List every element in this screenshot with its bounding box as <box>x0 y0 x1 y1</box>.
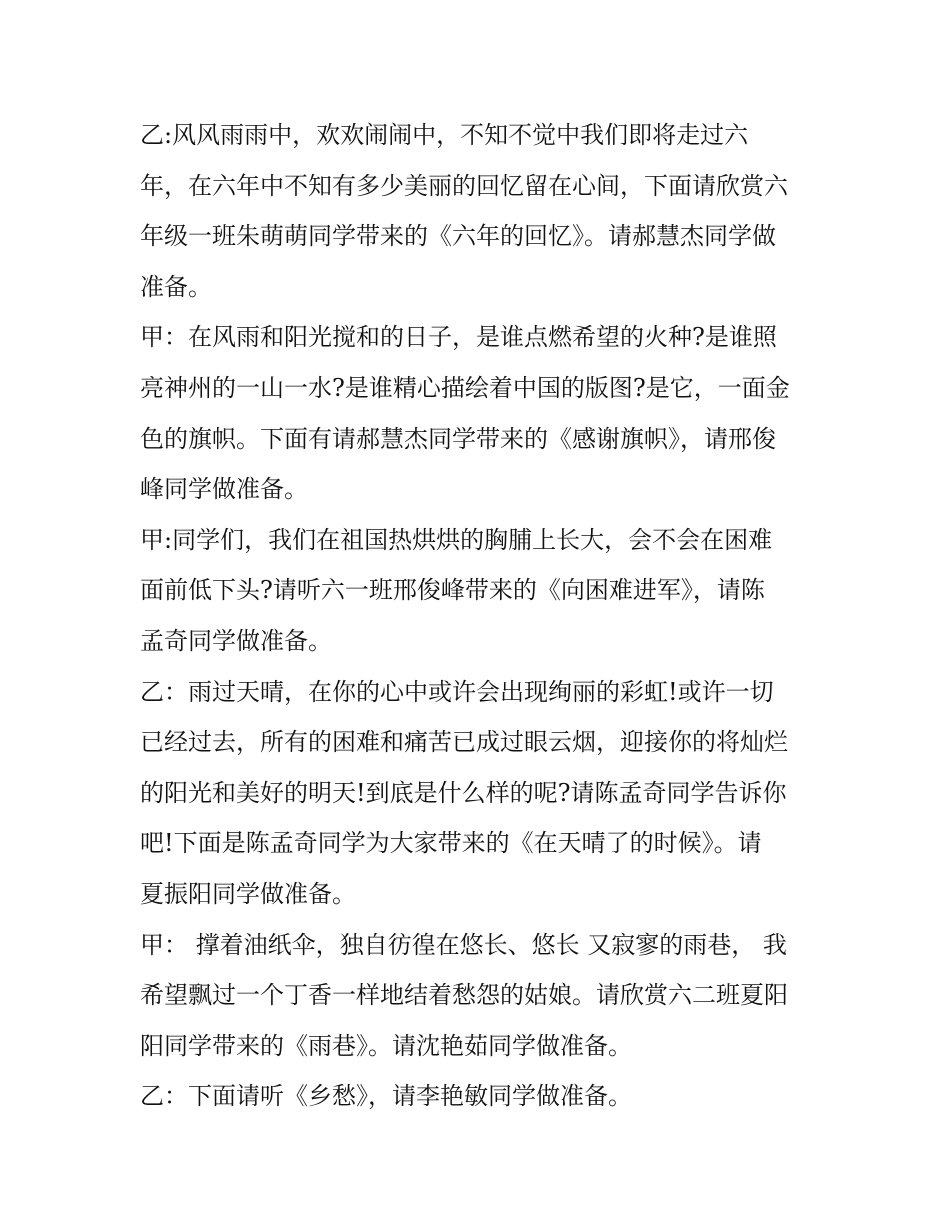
text-line: 年，在六年中不知有多少美丽的回忆留在心间，下面请欣赏六 <box>140 171 788 200</box>
text-line: 乙:风风雨雨中，欢欢闹闹中，不知不觉中我们即将走过六 <box>140 121 749 149</box>
text-line: 甲：在风雨和阳光搅和的日子，是谁点燃希望的火种?是谁照 <box>140 323 777 352</box>
text-line: 亮神州的一山一水?是谁精心描绘着中国的版图?是它，一面金 <box>140 373 790 402</box>
text-line: 希望飘过一个丁香一样地结着愁怨的姑娘。请欣赏六二班夏阳 <box>140 981 788 1010</box>
text-line: 色的旗帜。下面有请郝慧杰同学带来的《感谢旗帜》，请邢俊 <box>140 424 776 453</box>
text-line: 吧!下面是陈孟奇同学为大家带来的《在天晴了的时候》。请 <box>140 829 762 858</box>
text-line: 准备。 <box>140 272 212 301</box>
document-body <box>140 110 820 1122</box>
text-line: 乙：下面请听《乡愁》，请李艳敏同学做准备。 <box>140 1082 632 1111</box>
text-line: 已经过去，所有的困难和痛苦已成过眼云烟，迎接你的将灿烂 <box>140 728 788 757</box>
text-line: 的阳光和美好的明天!到底是什么样的呢?请陈孟奇同学告诉你 <box>140 778 787 807</box>
text-line: 夏振阳同学做准备。 <box>140 879 356 908</box>
text-line: 孟奇同学做准备。 <box>140 626 332 655</box>
text-line: 甲： 撑着油纸伞，独自彷徨在悠长、悠长 又寂寥的雨巷， 我 <box>140 930 787 959</box>
text-line: 年级一班朱萌萌同学带来的《六年的回忆》。请郝慧杰同学做 <box>140 222 776 251</box>
text-line: 峰同学做准备。 <box>140 475 308 504</box>
text-line: 面前低下头?请听六一班邢俊峰带来的《向困难进军》，请陈 <box>140 576 765 605</box>
text-line: 甲:同学们，我们在祖国热烘烘的胸脯上长大，会不会在困难 <box>140 525 773 554</box>
text-line: 乙：雨过天晴，在你的心中或许会出现绚丽的彩虹!或许一切 <box>140 677 774 706</box>
text-line: 阳同学带来的《雨巷》。请沈艳茹同学做准备。 <box>140 1031 632 1060</box>
